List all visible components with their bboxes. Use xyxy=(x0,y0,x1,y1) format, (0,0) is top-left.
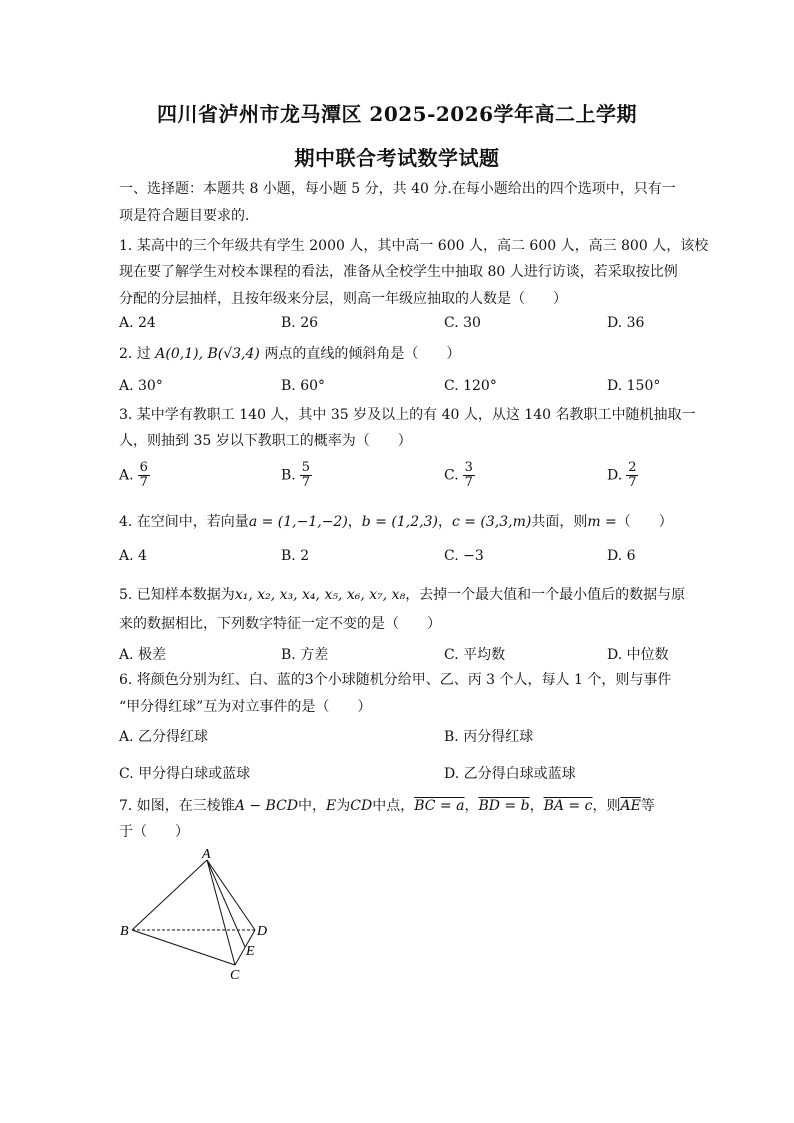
q3-option-d-fraction xyxy=(626,461,638,490)
q4-option-a: A. 4 xyxy=(119,548,147,564)
q1-option-d: D. 36 xyxy=(607,315,645,331)
q6-options-row1 xyxy=(119,726,679,746)
q3-option-b-den: 7 xyxy=(301,475,311,490)
page-title-line1: 四川省泸州市龙马潭区 2025-2026学年高二上学期 xyxy=(156,102,638,126)
q7-eq-bc: BC = a xyxy=(414,798,465,814)
q2-options xyxy=(119,378,679,398)
q7-segment-cd: CD xyxy=(350,798,373,814)
q7-mid3: 中点， xyxy=(372,798,415,814)
q4-bracket: （ ） xyxy=(616,514,673,530)
tetrahedron-figure xyxy=(110,845,290,985)
q4-vector-b: b = (1,2,3) xyxy=(361,514,438,530)
edge-ab xyxy=(132,860,207,930)
q5-data: x₁, x₂, x₃, x₄, x₅, x₆, x₇, x₈ xyxy=(234,587,406,603)
q3-option-a-num: 6 xyxy=(139,460,148,475)
q3-option-d-den: 7 xyxy=(628,475,637,490)
q2-option-a: A. 30° xyxy=(119,378,163,394)
q1-options xyxy=(119,315,679,335)
q7-text-line2: 于（ ） xyxy=(119,824,189,840)
edge-bc xyxy=(132,930,235,965)
q6-text-line2: “甲分得红球”互为对立事件的是（ ） xyxy=(119,699,372,715)
q3-option-c-fraction xyxy=(463,461,475,490)
page-title-line2: 期中联合考试数学试题 xyxy=(294,146,500,170)
label-b: B xyxy=(120,924,129,939)
q4-prefix: 4. 在空间中，若向量 xyxy=(119,514,249,530)
q7-then: ，则 xyxy=(592,798,621,814)
q3-option-b-fraction xyxy=(300,461,312,490)
q5-option-b: B. 方差 xyxy=(281,647,329,663)
section-header-line1: 一、选择题：本题共 8 小题，每小题 5 分，共 40 分.在每小题给出的四个选项中，只有一 xyxy=(119,181,676,197)
q6-options-row2 xyxy=(119,763,679,783)
q3-option-a-den: 7 xyxy=(139,475,148,490)
q4-vector-c: c = (3,3,m) xyxy=(451,514,532,530)
q5-option-d: D. 中位数 xyxy=(607,647,669,663)
q6-option-c: C. 甲分得白球或蓝球 xyxy=(119,766,251,782)
q7-vector-ae: $\overline{AE}$ xyxy=(620,798,641,814)
q1-text-line2: 现在要了解学生对校本课程的看法，准备从全校学生中抽取 80 人进行访谈，若采取按比例 xyxy=(119,264,678,280)
q3-option-c-den: 7 xyxy=(464,475,473,490)
q2-text xyxy=(119,345,460,363)
q7-text-line1: 7. 如图，在三棱锥A − BCD中，E为CD中点，BC = a，BD = b，BA = c，则$\overline{AE}$等 xyxy=(119,798,655,814)
q6-option-d: D. 乙分得白球或蓝球 xyxy=(444,766,576,782)
label-a: A xyxy=(202,847,211,862)
q4-suffix: 共面，则 xyxy=(531,514,588,530)
q6-option-b: B. 丙分得红球 xyxy=(444,729,534,745)
q4-vector-a: a = (1,−1,−2) xyxy=(248,514,348,530)
q6-option-a: A. 乙分得红球 xyxy=(119,729,209,745)
q5-option-c: C. 平均数 xyxy=(444,647,506,663)
q5-text-line2: 来的数据相比，下列数字特征一定不变的是（ ） xyxy=(119,616,441,632)
label-e: E xyxy=(246,944,255,959)
q5-suffix: ，去掉一个最大值和一个最小值后的数据与原 xyxy=(405,587,686,603)
q1-option-b: B. 26 xyxy=(281,315,319,331)
q3-options xyxy=(119,461,679,497)
q1-option-a: A. 24 xyxy=(119,315,156,331)
q3-text-line2: 人，则抽到 35 岁以下教职工的概率为（ ） xyxy=(119,433,412,449)
q4-text: 4. 在空间中，若向量a = (1,−1,−2)，b = (1,2,3)，c = (3,3,m)共面，则m =（ ） xyxy=(119,514,673,530)
q5-options xyxy=(119,644,679,664)
edge-ae xyxy=(207,860,245,947)
q3-option-b xyxy=(281,461,312,490)
q5-prefix: 5. 已知样本数据为 xyxy=(119,587,235,603)
q7-mid2: 为 xyxy=(336,798,351,814)
q2-option-c: C. 120° xyxy=(444,378,497,394)
q3-option-b-label: B. xyxy=(281,467,296,484)
q7-tetrahedron: A − BCD xyxy=(234,798,299,814)
q3-option-b-num: 5 xyxy=(301,460,311,475)
q2-prefix: 2. 过 xyxy=(119,346,156,362)
q5-text-line1 xyxy=(119,586,685,604)
q3-option-d xyxy=(607,461,638,490)
q7-prefix: 7. 如图，在三棱锥 xyxy=(119,798,235,814)
q2-option-d: D. 150° xyxy=(607,378,661,394)
q7-eq-ba: BA = c xyxy=(543,798,593,814)
section-header-line2: 项是符合题目要求的. xyxy=(119,208,250,224)
q3-option-c-label: C. xyxy=(444,467,459,484)
q1-text-line3: 分配的分层抽样，且按年级来分层，则高一年级应抽取的人数是（ ） xyxy=(119,291,567,307)
q1-option-c: C. 30 xyxy=(444,315,481,331)
edge-ad xyxy=(207,860,255,930)
q3-option-a-fraction xyxy=(138,461,150,490)
q3-option-d-label: D. xyxy=(607,467,623,484)
q2-points: A(0,1), B(√3,4) xyxy=(155,346,260,362)
q6-text-line1: 6. 将颜色分别为红、白、蓝的3个小球随机分给甲、乙、丙 3 个人，每人 1 个，则与事件 xyxy=(119,672,672,688)
q3-option-d-num: 2 xyxy=(628,460,637,475)
q3-option-a-label: A. xyxy=(119,467,134,484)
label-d: D xyxy=(257,924,268,939)
label-c: C xyxy=(230,968,240,983)
q1-text-line1: 1. 某高中的三个年级共有学生 2000 人，其中高一 600 人，高二 600 人，高三 800 人，该校 xyxy=(119,238,709,254)
q3-option-c-num: 3 xyxy=(464,460,473,475)
q4-m: m = xyxy=(587,514,617,530)
q7-mid1: 中， xyxy=(298,798,327,814)
q7-eq-bd: BD = b xyxy=(478,798,530,814)
q2-option-b: B. 60° xyxy=(281,378,326,394)
q3-text-line1: 3. 某中学有教职工 140 人，其中 35 岁及以上的有 40 人，从这 140 名教职工中随机抽取一 xyxy=(119,407,696,423)
q4-option-c: C. −3 xyxy=(444,548,484,564)
q5-option-a: A. 极差 xyxy=(119,647,167,663)
q7-point-e: E xyxy=(326,798,337,814)
edge-ac xyxy=(207,860,235,965)
q3-option-c xyxy=(444,461,475,490)
q7-tail: 等 xyxy=(640,798,655,814)
q3-option-a xyxy=(119,461,150,490)
q2-suffix: 两点的直线的倾斜角是（ ） xyxy=(259,346,461,362)
q4-options xyxy=(119,548,679,568)
q4-option-d: D. 6 xyxy=(607,548,636,564)
q4-option-b: B. 2 xyxy=(281,548,310,564)
